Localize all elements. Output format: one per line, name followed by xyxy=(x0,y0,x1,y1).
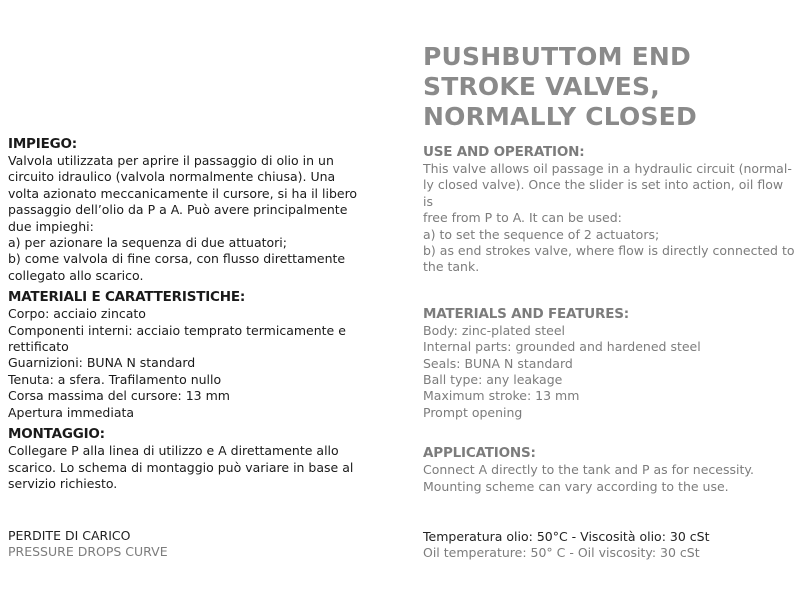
text-line: Internal parts: grounded and hardened steel xyxy=(423,339,701,355)
materials-text xyxy=(423,323,795,421)
temperature-en: Oil temperature: 50° C - Oil viscosity: 30 cSt xyxy=(423,545,700,560)
text-line: free from P to A. It can be used: xyxy=(423,210,622,226)
text-line: Mounting scheme can vary according to the use. xyxy=(423,478,729,494)
impiego-heading: IMPIEGO: xyxy=(8,136,77,152)
text-line: Tenuta: a sfera. Trafilamento nullo xyxy=(8,371,222,387)
english-column xyxy=(423,42,795,495)
text-line: b) as end strokes valve, where flow is directly connected to xyxy=(423,243,795,259)
text-line: Body: zinc-plated steel xyxy=(423,322,566,338)
text-line: scarico. Lo schema di montaggio può variare in base al xyxy=(8,459,354,475)
text-line: Corsa massima del cursore: 13 mm xyxy=(8,388,230,404)
text-line: volta azionato meccanicamente il cursore, si ha il libero xyxy=(8,185,358,201)
materials-heading: MATERIALS AND FEATURES: xyxy=(423,305,629,322)
text-line: circuito idraulico (valvola normalmente chiusa). Una xyxy=(8,169,336,185)
text-line: due impieghi: xyxy=(8,218,94,234)
text-line: Ball type: any leakage xyxy=(423,372,563,388)
montaggio-text xyxy=(8,443,368,492)
temperature-note xyxy=(423,529,795,561)
caption-en: PRESSURE DROPS CURVE xyxy=(8,544,168,559)
title-line: PUSHBUTTOM END xyxy=(423,42,691,71)
text-line: a) to set the sequence of 2 actuators; xyxy=(423,226,660,242)
text-line: Connect A directly to the tank and P as for necessity. xyxy=(423,462,754,478)
text-line: passaggio dell’olio da P a A. Può avere principalmente xyxy=(8,202,348,218)
text-line: Apertura immediata xyxy=(8,404,135,420)
text-line: collegato allo scarico. xyxy=(8,267,144,283)
applications-text xyxy=(423,462,795,495)
caption-it: PERDITE DI CARICO xyxy=(8,528,131,543)
use-text xyxy=(423,161,795,276)
text-line: Valvola utilizzata per aprire il passaggio di olio in un xyxy=(8,153,334,168)
text-line: Prompt opening xyxy=(423,404,523,420)
materiali-text xyxy=(8,306,368,421)
impiego-text xyxy=(8,153,368,284)
page-title xyxy=(423,42,795,132)
text-line: Corpo: acciaio zincato xyxy=(8,306,146,322)
pressure-drops-caption xyxy=(8,528,368,560)
text-line: b) come valvola di fine corsa, con flusso direttamente xyxy=(8,251,346,267)
temperature-it: Temperatura olio: 50°C - Viscosità olio: 30 cSt xyxy=(423,529,710,544)
text-line: Componenti interni: acciaio temprato termicamente e xyxy=(8,322,346,338)
montaggio-heading: MONTAGGIO: xyxy=(8,426,105,443)
text-line: Seals: BUNA N standard xyxy=(423,355,573,371)
applications-heading: APPLICATIONS: xyxy=(423,445,536,462)
text-line: This valve allows oil passage in a hydraulic circuit (normal- xyxy=(423,161,792,176)
use-heading: USE AND OPERATION: xyxy=(423,144,585,160)
italian-column xyxy=(8,136,368,492)
text-line: Guarnizioni: BUNA N standard xyxy=(8,355,196,371)
text-line: Maximum stroke: 13 mm xyxy=(423,388,580,404)
text-line: the tank. xyxy=(423,259,480,275)
text-line: a) per azionare la sequenza di due attuatori; xyxy=(8,235,287,251)
title-line: NORMALLY CLOSED xyxy=(423,102,697,131)
text-line: Collegare P alla linea di utilizzo e A direttamente allo xyxy=(8,443,339,459)
text-line: servizio richiesto. xyxy=(8,475,118,491)
title-line: STROKE VALVES, xyxy=(423,72,660,101)
materiali-heading: MATERIALI E CARATTERISTICHE: xyxy=(8,289,246,306)
text-line: rettificato xyxy=(8,339,69,355)
text-line: ly closed valve). Once the slider is set into action, oil flow is xyxy=(423,177,784,209)
